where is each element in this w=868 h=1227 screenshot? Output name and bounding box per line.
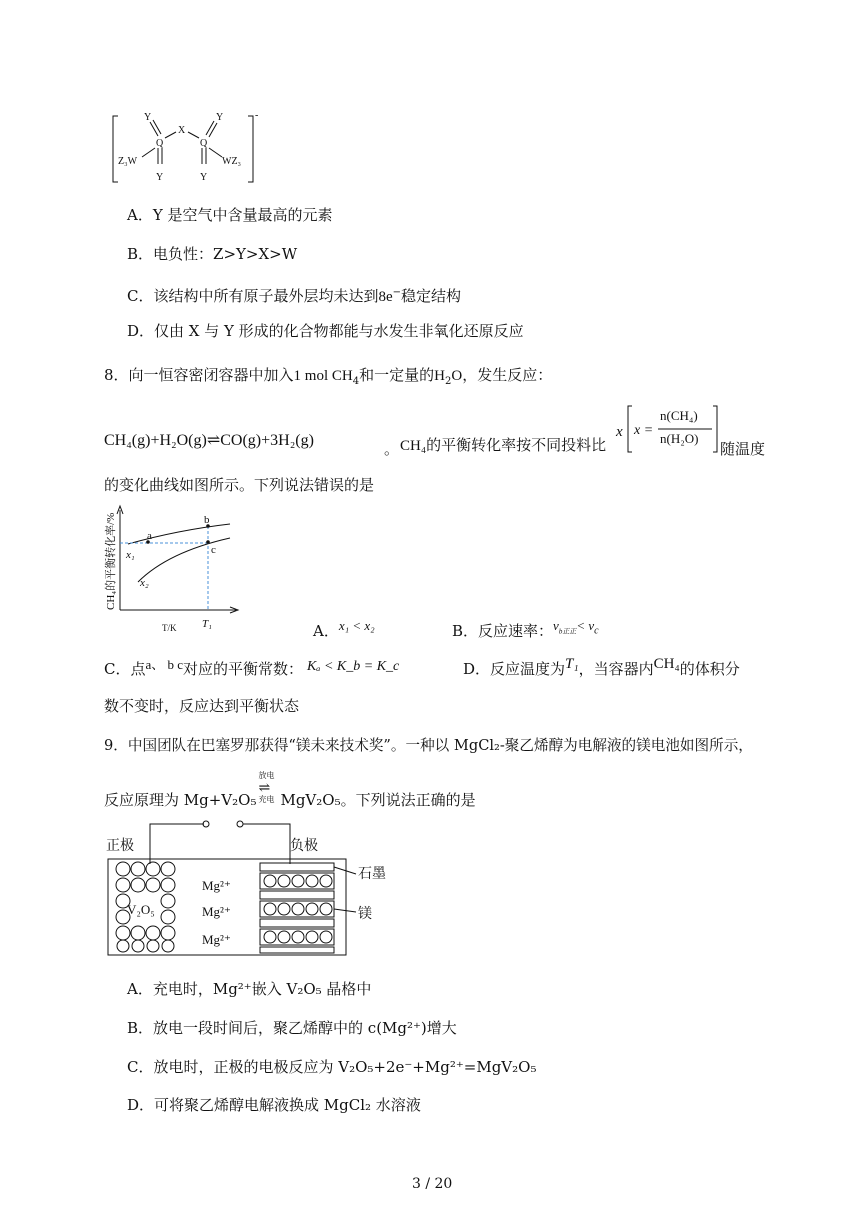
magnesium-label: 镁 (358, 907, 372, 922)
q9-text: MgV₂O₅。下列说法正确的是 (280, 791, 476, 809)
q7-c-sup: − (392, 287, 402, 298)
q8-b-lt: < v (576, 618, 595, 633)
charge-minus: - (255, 110, 259, 121)
q8-text: 和一定量的 (359, 366, 435, 384)
curve-x1: x₁ (126, 549, 135, 561)
q9-stem-line2 (104, 771, 476, 809)
ratio-numerator: n(CH₄) (660, 408, 698, 423)
q8-suffix: 随温度 (720, 440, 766, 458)
q8-b-math (553, 618, 599, 637)
x-axis-label: T/K (162, 623, 177, 632)
q8-c-text: 对应的平衡常数： (183, 660, 304, 678)
q8-b-sub: b正正 (558, 627, 577, 636)
q8-text: 8．向一恒容密闭容器中加入 (104, 366, 294, 384)
graphite-label: 石墨 (358, 867, 386, 882)
q9-stem-line1: 9．中国团队在巴塞罗那获得“镁未来技术奖”。一种以 MgCl₂-聚乙烯醇为电解液的镁电池如图所示， (104, 737, 753, 754)
ratio-x: x (616, 424, 623, 440)
q9-option-a: A．充电时，Mg²⁺嵌入 V₂O₅ 晶格中 (127, 980, 372, 998)
q7-c-value: 8e (378, 289, 393, 305)
atom-y: Y (144, 112, 152, 123)
q8-stem-line1 (104, 366, 552, 391)
y-axis-label: CH₄的平衡转化率/% (105, 512, 117, 610)
atom-y: Y (156, 172, 164, 183)
q8-d-text: 的体积分 (679, 660, 740, 678)
conversion-graph (98, 502, 244, 632)
point-a: a (147, 530, 152, 542)
q8-a-math: x₁ < x₂ (338, 618, 375, 633)
mg-ion-label: Mg²⁺ (202, 878, 231, 893)
t1-label: T₁ (202, 618, 212, 630)
q8-c-label: C．点 (104, 660, 146, 678)
group-wz3: WZ₃ (222, 156, 242, 167)
q8-ch4: CH₄ (400, 438, 427, 454)
q8-option-a (313, 618, 375, 641)
point-b: b (204, 514, 210, 526)
q8-ch4: 1 mol CH (293, 368, 353, 384)
q8-option-c (104, 657, 400, 680)
group-z3w: Z₃W (118, 156, 138, 167)
mg-ion-label: Mg²⁺ (202, 932, 231, 947)
q8-ch4-sub: 4 (352, 376, 360, 387)
page-number: 3 / 20 (412, 1176, 453, 1192)
mg-ion-label: Mg²⁺ (202, 904, 231, 919)
q8-equation: CH₄(g)+H₂O(g)⇌CO(g)+3H₂(g) (104, 432, 314, 449)
v2o5-label: V₂O₅ (127, 902, 155, 917)
arrow-glyph: ⇌ (258, 780, 271, 796)
ratio-denominator: n(H₂O) (660, 431, 699, 446)
q7-option-d: D．仅由 X 与 Y 形成的化合物都能与水发生非氧化还原反应 (127, 322, 524, 340)
arrow-bottom-label: 充电 (258, 795, 275, 804)
q9-option-c: C．放电时，正极的电极反应为 V₂O₅+2e⁻+Mg²⁺=MgV₂O₅ (127, 1058, 537, 1076)
q7-option-b: B．电负性：Z>Y>X>W (127, 245, 298, 263)
atom-x: X (178, 125, 186, 136)
q8-h2o: H (434, 368, 445, 384)
q9-text: 反应原理为 Mg+V₂O₅ (104, 791, 257, 809)
arrow-top-label: 放电 (258, 771, 275, 780)
q8-d-t1: T₁ (565, 656, 579, 672)
atom-q: Q (156, 138, 164, 149)
q7-c-prefix: C．该结构中所有原子最外层均未达到 (127, 287, 379, 305)
q8-d-ch4: CH₄ (653, 656, 680, 672)
q8-text: ，发生反应： (462, 366, 553, 384)
q9-option-b: B．放电一段时间后，聚乙烯醇中的 c(Mg²⁺)增大 (127, 1019, 457, 1037)
q8-b-sub2: c (594, 625, 599, 637)
negative-electrode-label: 负极 (290, 839, 318, 854)
q8-stem-line3: 的变化曲线如图所示。下列说法错误的是 (104, 476, 375, 494)
q8-b-v: v (553, 618, 559, 633)
q9-option-d: D．可将聚乙烯醇电解液换成 MgCl₂ 水溶液 (127, 1096, 421, 1114)
atom-y: Y (200, 172, 208, 183)
q8-c-math: Kₐ < K_b = K_c (307, 659, 400, 674)
structure-diagram (108, 108, 268, 188)
atom-q: Q (200, 138, 208, 149)
q8-h2o-sub: 2 (444, 376, 452, 387)
positive-electrode-label: 正极 (106, 839, 134, 854)
q8-option-b (452, 618, 599, 647)
curve-x2: x₂ (140, 577, 149, 589)
q7-option-c (127, 284, 461, 306)
q8-a-label: A． (313, 622, 339, 640)
battery-diagram (100, 816, 400, 966)
q8-d-text: ，当容器内 (578, 660, 654, 678)
q8-dot: 。 (384, 440, 400, 458)
q8-b-label: B．反应速率： (452, 622, 554, 640)
q8-d-label: D．反应温度为 (463, 660, 566, 678)
atom-y: Y (216, 112, 224, 123)
q8-stem-line2 (400, 436, 606, 455)
q8-option-d-line2: 数不变时，反应达到平衡状态 (104, 697, 300, 715)
point-c: c (211, 544, 216, 556)
reversible-arrow (256, 771, 280, 809)
q8-text: 的平衡转化率按不同投料比 (426, 436, 607, 454)
q8-h2o-o: O (451, 368, 463, 384)
q7-c-suffix: 稳定结构 (401, 287, 462, 305)
q8-c-points: a、 b c (145, 657, 184, 672)
q7-option-a: A．Y 是空气中含量最高的元素 (127, 206, 333, 224)
q8-option-d (463, 656, 740, 679)
ratio-eq: x = (634, 423, 654, 438)
